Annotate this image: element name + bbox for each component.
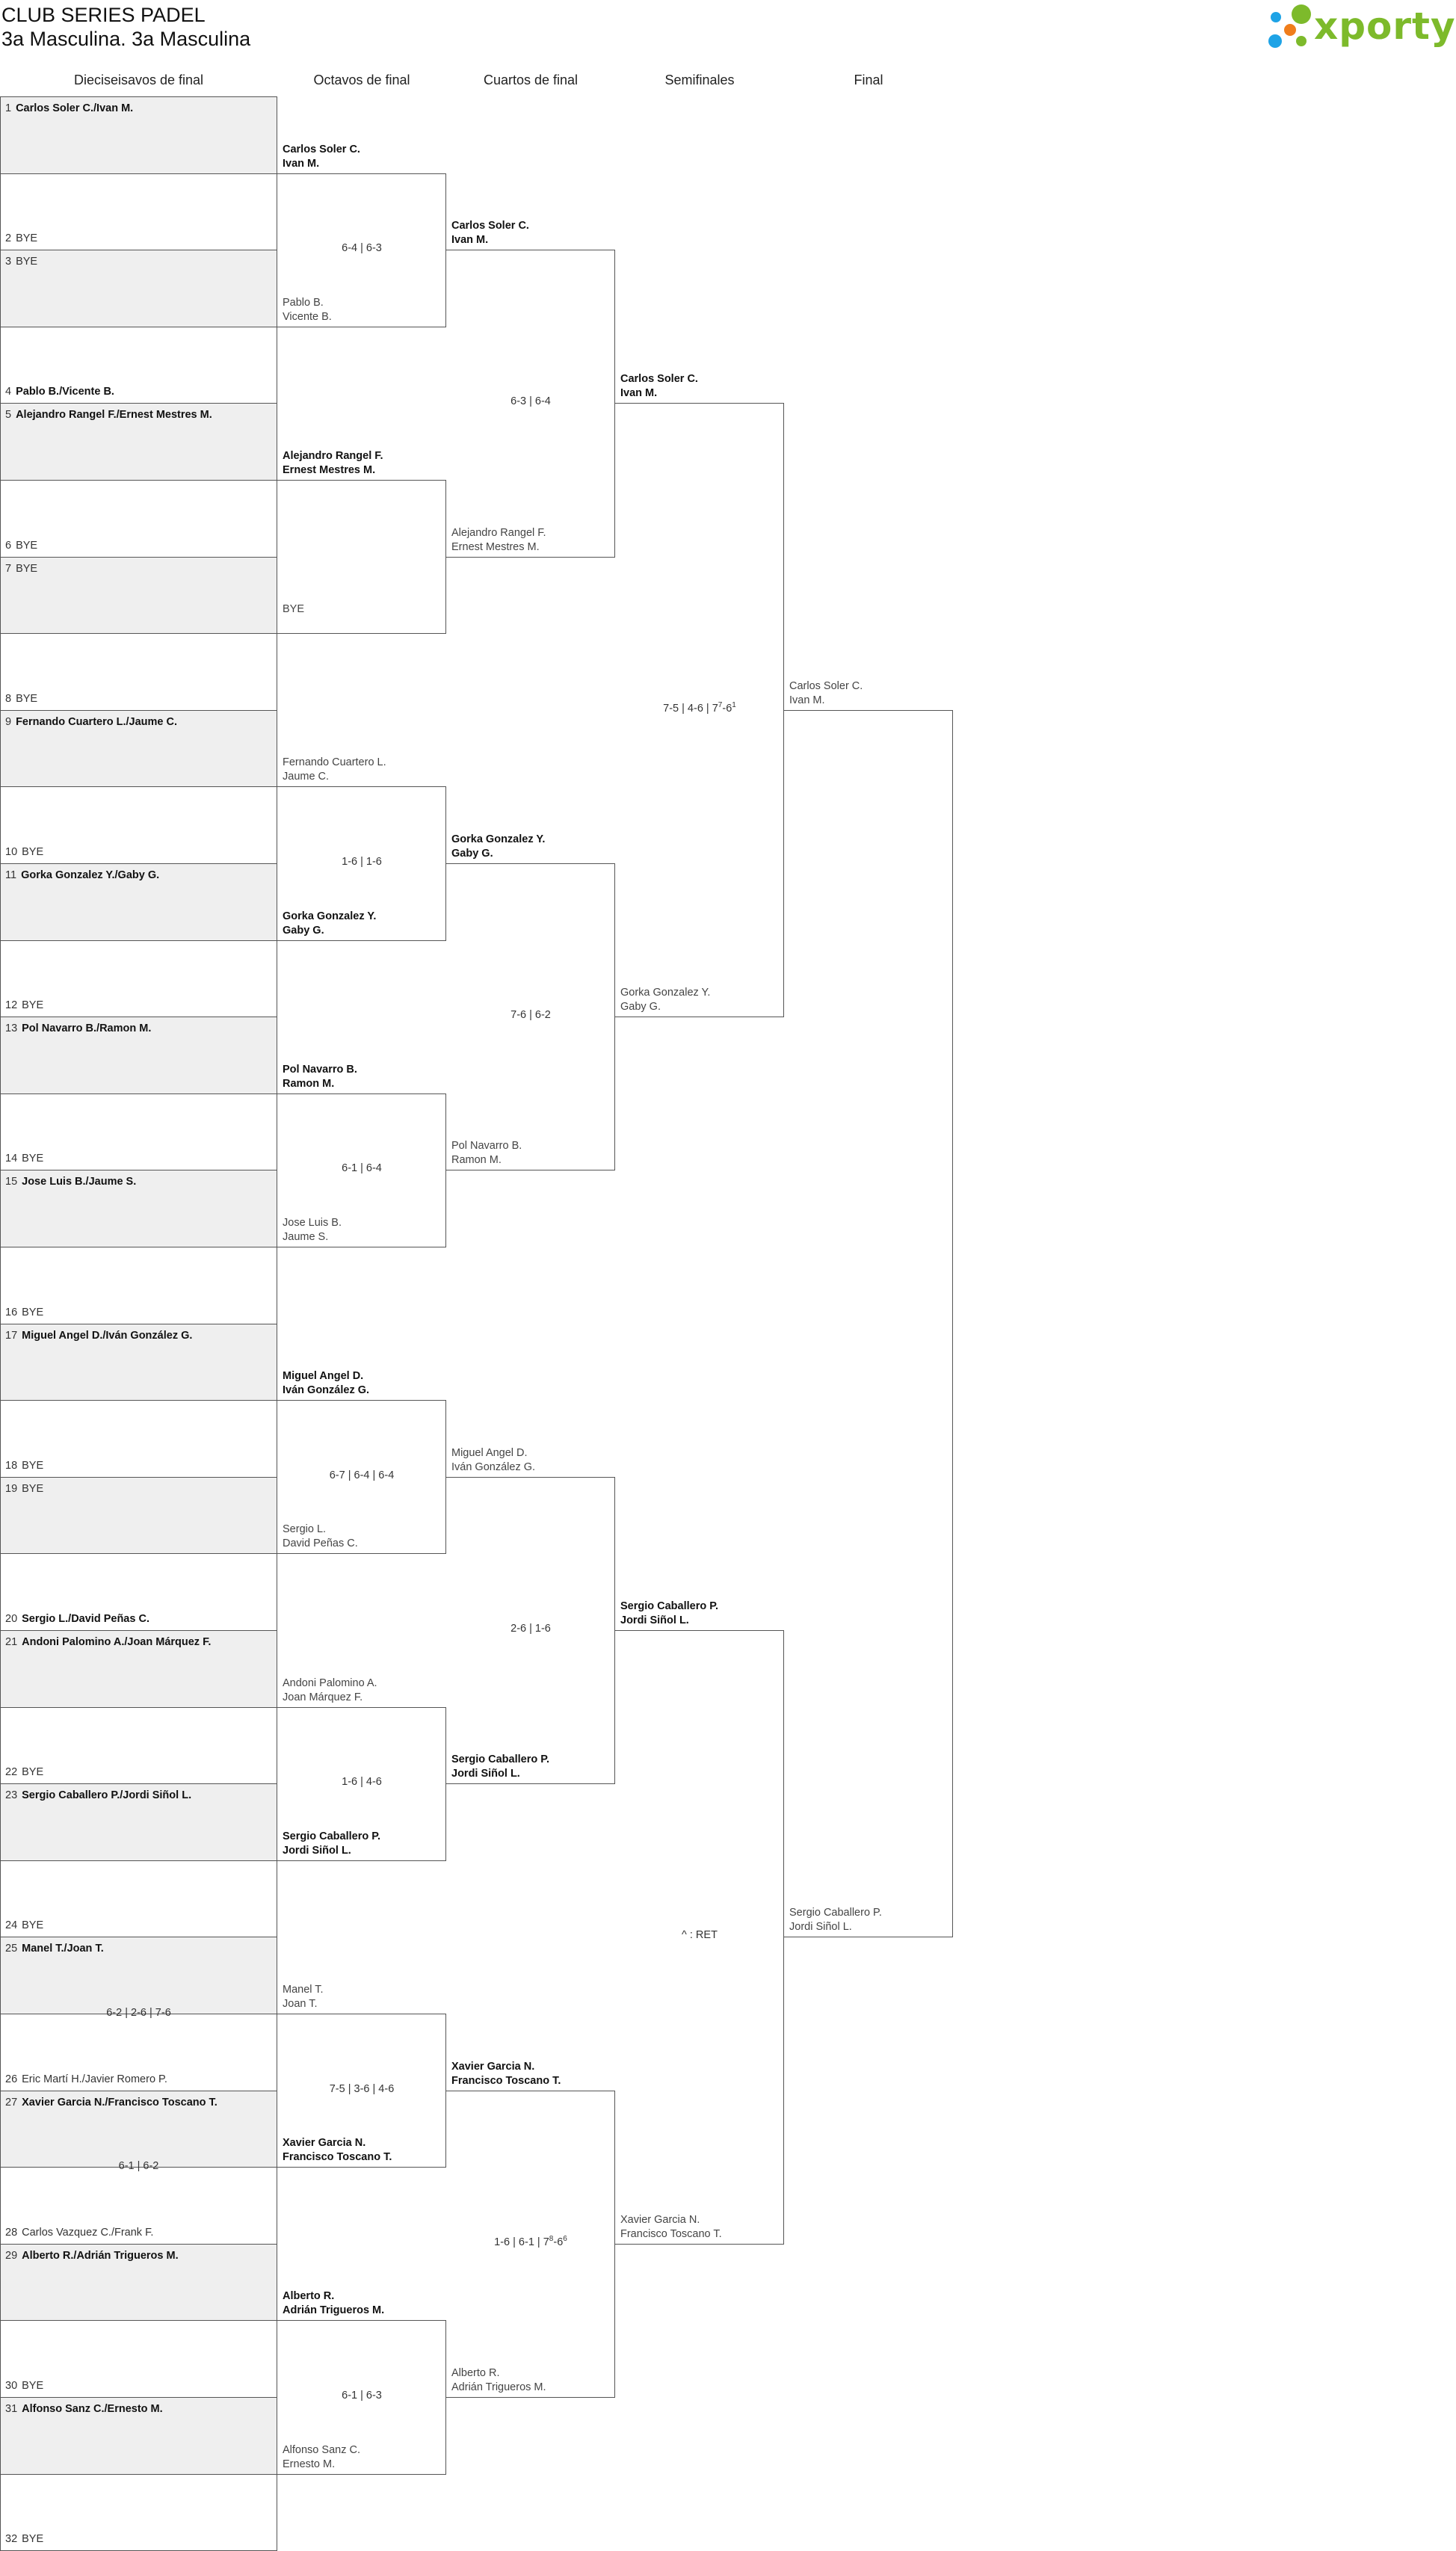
team-name: Pablo B./Vicente B. [16, 386, 114, 398]
seed-number: 13 [5, 1022, 18, 1035]
player-name: Ramon M. [283, 1077, 335, 1090]
player-name: Alberto R. [283, 2290, 335, 2303]
logo-text: xporty [1314, 4, 1456, 48]
seed-entry[interactable] [5, 1482, 43, 1496]
seed-number: 6 [5, 539, 12, 552]
seed-number: 26 [5, 2073, 18, 2085]
team-entry[interactable] [451, 1139, 522, 1167]
player-name: Francisco Toscano T. [283, 2151, 392, 2164]
logo-dot-green-small [1296, 36, 1307, 46]
team-name: Alfonso Sanz C./Ernesto M. [22, 2403, 163, 2415]
player-name: Carlos Soler C. [789, 679, 863, 692]
seed-number: 25 [5, 1943, 18, 1955]
player-name: Ivan M. [451, 234, 489, 247]
player-name: Iván González G. [283, 1384, 370, 1397]
seed-entry[interactable] [5, 1459, 43, 1472]
player-name: Gorka Gonzalez Y. [620, 987, 711, 999]
team-entry[interactable] [283, 1983, 324, 2011]
player-name: Andoni Palomino A. [283, 1676, 377, 1689]
player-name: Jordi Siñol L. [620, 1614, 689, 1626]
round-label: Octavos de final [313, 73, 410, 87]
match-score: 2-6 | 1-6 [510, 1623, 551, 1635]
player-name: Sergio L. [283, 1523, 327, 1536]
seed-entry[interactable] [5, 2379, 43, 2393]
team-name: Fernando Cuartero L./Jaume C. [16, 715, 178, 728]
match-score: 7-5 | 4-6 | $7^7-6^1$ [663, 700, 736, 715]
player-name: Gaby G. [283, 924, 324, 937]
seed-entry[interactable] [5, 1175, 136, 1188]
logo-dot-green [1292, 4, 1311, 24]
draw-slot [0, 480, 277, 558]
player-name: Gorka Gonzalez Y. [283, 910, 377, 922]
team-entry[interactable] [283, 1216, 342, 1244]
team-entry[interactable] [620, 2213, 722, 2242]
player-name: Miguel Angel D. [451, 1446, 528, 1459]
draw-slot [0, 557, 277, 635]
match-score: 6-3 | 6-4 [510, 395, 551, 408]
player-name: Carlos Soler C. [620, 373, 698, 386]
player-name: Ernest Mestres M. [451, 540, 540, 553]
player-name: Jordi Siñol L. [451, 1768, 520, 1780]
seed-number: 27 [5, 2096, 18, 2109]
team-name: Carlos Soler C./Ivan M. [16, 102, 134, 114]
player-name: Carlos Soler C. [283, 143, 360, 155]
draw-slot [0, 250, 277, 327]
seed-number: 32 [5, 2533, 18, 2546]
team-name: Eric Martí H./Javier Romero P. [22, 2073, 167, 2085]
team-name: Alberto R./Adrián Trigueros M. [22, 2249, 179, 2262]
seed-number: 29 [5, 2249, 18, 2262]
team-name: BYE [22, 1459, 44, 1472]
match-score: ^ : RET [682, 1929, 718, 1942]
seed-number: 15 [5, 1176, 18, 1188]
match-score: 6-1 | 6-4 [342, 1162, 382, 1175]
seed-number: 3 [5, 256, 12, 268]
round-label: Cuartos de final [483, 73, 579, 87]
team-name: Sergio L./David Peñas C. [22, 1613, 149, 1625]
seed-number: 24 [5, 1919, 18, 1932]
seed-number: 23 [5, 1789, 18, 1802]
match-score: 7-6 | 6-2 [510, 1009, 551, 1022]
seed-entry[interactable] [5, 1022, 151, 1035]
seed-number: 10 [5, 846, 18, 858]
team-entry[interactable] [620, 372, 698, 401]
seed-entry[interactable] [5, 102, 133, 115]
player-name: Xavier Garcia N. [283, 2137, 366, 2150]
team-entry[interactable] [789, 1906, 882, 1934]
seed-number: 5 [5, 409, 12, 422]
team-entry[interactable] [451, 526, 546, 555]
team-entry[interactable] [283, 602, 304, 631]
team-entry[interactable] [283, 2136, 392, 2165]
player-name: Sergio Caballero P. [283, 1830, 381, 1842]
seed-number: 8 [5, 692, 12, 705]
logo-dot-orange [1284, 24, 1296, 36]
match-score: 6-2 | 2-6 | 7-6 [106, 2007, 171, 2019]
player-name: Carlos Soler C. [451, 220, 529, 232]
seed-entry[interactable] [5, 2249, 179, 2262]
seed-number: 28 [5, 2226, 18, 2239]
seed-number: 19 [5, 1482, 18, 1495]
match-score: 6-1 | 6-2 [118, 2160, 159, 2173]
team-entry[interactable] [283, 1830, 380, 1858]
team-entry[interactable] [789, 679, 863, 708]
team-entry[interactable] [283, 1063, 357, 1091]
seed-number: 30 [5, 2380, 18, 2392]
player-name: David Peñas C. [283, 1537, 358, 1550]
team-name: Manel T./Joan T. [22, 1943, 104, 1955]
team-name: BYE [22, 2533, 44, 2546]
seed-entry[interactable] [5, 232, 37, 245]
round-label: Dieciseisavos de final [73, 73, 204, 87]
seed-number: 2 [5, 232, 12, 245]
player-name: BYE [283, 603, 305, 616]
seed-number: 20 [5, 1613, 18, 1625]
seed-entry[interactable] [5, 2226, 153, 2239]
round-label: Semifinales [664, 73, 735, 87]
team-entry[interactable] [620, 986, 710, 1014]
seed-entry[interactable] [5, 715, 177, 729]
match-score: 1-6 | 4-6 [342, 1776, 382, 1789]
team-name: Miguel Angel D./Iván González G. [22, 1329, 193, 1342]
team-name: BYE [22, 999, 44, 1012]
team-entry[interactable] [451, 833, 545, 861]
team-entry[interactable] [451, 219, 529, 247]
xporty-logo[interactable] [1268, 1, 1456, 51]
player-name: Adrián Trigueros M. [283, 2304, 385, 2317]
player-name: Francisco Toscano T. [451, 2074, 561, 2087]
team-name: Xavier Garcia N./Francisco Toscano T. [22, 2096, 218, 2109]
team-entry[interactable] [283, 296, 332, 324]
seed-entry[interactable] [5, 255, 37, 268]
seed-number: 17 [5, 1329, 18, 1342]
final-connector [784, 710, 953, 1938]
logo-dot-blue-large [1268, 34, 1282, 48]
seed-entry[interactable] [5, 2073, 167, 2086]
player-name: Joan Márquez F. [283, 1691, 363, 1703]
seed-entry[interactable] [5, 869, 159, 882]
seed-entry[interactable] [5, 2096, 218, 2109]
team-name: Alejandro Rangel F./Ernest Mestres M. [16, 409, 212, 422]
team-name: BYE [16, 232, 38, 245]
seed-entry[interactable] [5, 1635, 211, 1649]
seed-entry[interactable] [5, 1942, 104, 1955]
logo-dot-blue-small [1271, 12, 1281, 22]
team-entry[interactable] [283, 1676, 377, 1705]
player-name: Xavier Garcia N. [620, 2213, 700, 2226]
category-subtitle: 3a Masculina. 3a Masculina [1, 28, 251, 50]
match-score: 1-6 | 1-6 [342, 856, 382, 868]
seed-number: 9 [5, 715, 12, 728]
team-entry[interactable] [283, 756, 386, 784]
player-name: Alejandro Rangel F. [283, 450, 383, 462]
seed-number: 1 [5, 102, 12, 114]
seed-entry[interactable] [5, 562, 37, 576]
seed-entry[interactable] [5, 999, 43, 1012]
draw-slot [0, 633, 277, 711]
player-name: Gaby G. [620, 1001, 661, 1014]
team-name: BYE [22, 1153, 44, 1165]
seed-number: 11 [5, 869, 17, 881]
player-name: Ivan M. [283, 157, 320, 170]
team-name: BYE [16, 692, 38, 705]
match-score: 7-5 | 3-6 | 4-6 [329, 2082, 395, 2095]
seed-entry[interactable] [5, 1152, 43, 1165]
draw-slot [0, 173, 277, 251]
player-name: Ivan M. [620, 387, 658, 400]
match-score: 6-1 | 6-3 [342, 2390, 382, 2402]
team-name: BYE [22, 846, 44, 858]
player-name: Jordi Siñol L. [789, 1921, 852, 1934]
round-label: Final [854, 73, 883, 87]
team-name: Sergio Caballero P./Jordi Siñol L. [22, 1789, 192, 1802]
player-name: Jaume C. [283, 771, 330, 783]
seed-entry[interactable] [5, 692, 37, 706]
team-entry[interactable] [283, 2289, 384, 2318]
player-name: Alfonso Sanz C. [283, 2443, 360, 2456]
seed-entry[interactable] [5, 408, 212, 422]
seed-entry[interactable] [5, 2532, 43, 2546]
team-name: Pol Navarro B./Ramon M. [22, 1022, 152, 1035]
seed-number: 12 [5, 999, 18, 1012]
player-name: Sergio Caballero P. [620, 1600, 719, 1612]
player-name: Iván González G. [451, 1460, 536, 1473]
team-name: BYE [16, 562, 38, 575]
seed-entry[interactable] [5, 1612, 149, 1626]
player-name: Joan T. [283, 1998, 318, 2010]
team-entry[interactable] [451, 1446, 535, 1475]
team-name: Gorka Gonzalez Y./Gaby G. [21, 869, 160, 881]
player-name: Pol Navarro B. [451, 1140, 522, 1153]
team-entry[interactable] [283, 2443, 360, 2472]
player-name: Vicente B. [283, 310, 332, 323]
seed-number: 14 [5, 1153, 18, 1165]
player-name: Ramon M. [451, 1154, 502, 1167]
seed-number: 16 [5, 1306, 18, 1318]
match-score: 6-7 | 6-4 | 6-4 [329, 1469, 395, 1481]
player-name: Jordi Siñol L. [283, 1844, 351, 1857]
seed-number: 21 [5, 1636, 18, 1648]
player-name: Gaby G. [451, 848, 493, 860]
team-entry[interactable] [283, 143, 360, 171]
seed-entry[interactable] [5, 539, 37, 552]
team-name: BYE [22, 1766, 44, 1779]
team-name: BYE [22, 1919, 44, 1932]
player-name: Ivan M. [789, 694, 825, 706]
team-name: BYE [22, 2380, 44, 2392]
player-name: Gorka Gonzalez Y. [451, 833, 546, 845]
player-name: Sergio Caballero P. [789, 1907, 882, 1919]
team-entry[interactable] [620, 1600, 718, 1628]
player-name: Ernesto M. [283, 2458, 336, 2470]
player-name: Xavier Garcia N. [451, 2060, 535, 2073]
team-entry[interactable] [283, 910, 376, 938]
seed-entry[interactable] [5, 1919, 43, 1932]
seed-entry[interactable] [5, 1789, 191, 1802]
player-name [283, 617, 304, 631]
player-name: Fernando Cuartero L. [283, 756, 386, 769]
player-name: Jaume S. [283, 1231, 329, 1243]
team-entry[interactable] [283, 1369, 369, 1398]
match-score: 6-4 | 6-3 [342, 242, 382, 255]
seed-number: 22 [5, 1766, 18, 1779]
tournament-title: CLUB SERIES PADEL [1, 4, 206, 26]
player-name: Francisco Toscano T. [620, 2227, 722, 2240]
player-name: Alberto R. [451, 2367, 500, 2379]
team-entry[interactable] [451, 2060, 561, 2088]
player-name: Alejandro Rangel F. [451, 526, 546, 539]
player-name: Pablo B. [283, 296, 324, 309]
player-name: Manel T. [283, 1984, 324, 1996]
player-name: Jose Luis B. [283, 1217, 342, 1229]
team-name: Carlos Vazquez C./Frank F. [22, 2226, 154, 2239]
team-name: BYE [16, 256, 38, 268]
seed-number: 7 [5, 562, 12, 575]
team-name: BYE [22, 1306, 44, 1318]
team-entry[interactable] [283, 1523, 358, 1551]
team-entry[interactable] [283, 449, 383, 478]
player-name: Adrián Trigueros M. [451, 2381, 546, 2393]
seed-number: 31 [5, 2403, 18, 2415]
team-entry[interactable] [451, 1753, 549, 1781]
seed-entry[interactable] [5, 1306, 43, 1319]
player-name: Ernest Mestres M. [283, 464, 376, 476]
seed-entry[interactable] [5, 1765, 43, 1779]
team-name: BYE [22, 1482, 44, 1495]
team-name: Jose Luis B./Jaume S. [22, 1176, 137, 1188]
player-name: Miguel Angel D. [283, 1370, 364, 1383]
team-entry[interactable] [451, 2366, 546, 2395]
seed-entry[interactable] [5, 385, 114, 398]
team-name: Andoni Palomino A./Joan Márquez F. [22, 1636, 212, 1648]
seed-entry[interactable] [5, 845, 43, 859]
seed-entry[interactable] [5, 2402, 163, 2416]
match-score: 1-6 | 6-1 | $7^8-6^6$ [494, 2234, 567, 2248]
player-name: Pol Navarro B. [283, 1063, 357, 1076]
seed-entry[interactable] [5, 1329, 192, 1342]
player-name: Sergio Caballero P. [451, 1753, 550, 1766]
seed-number: 18 [5, 1459, 18, 1472]
team-name: BYE [16, 539, 38, 552]
seed-number: 4 [5, 386, 12, 398]
